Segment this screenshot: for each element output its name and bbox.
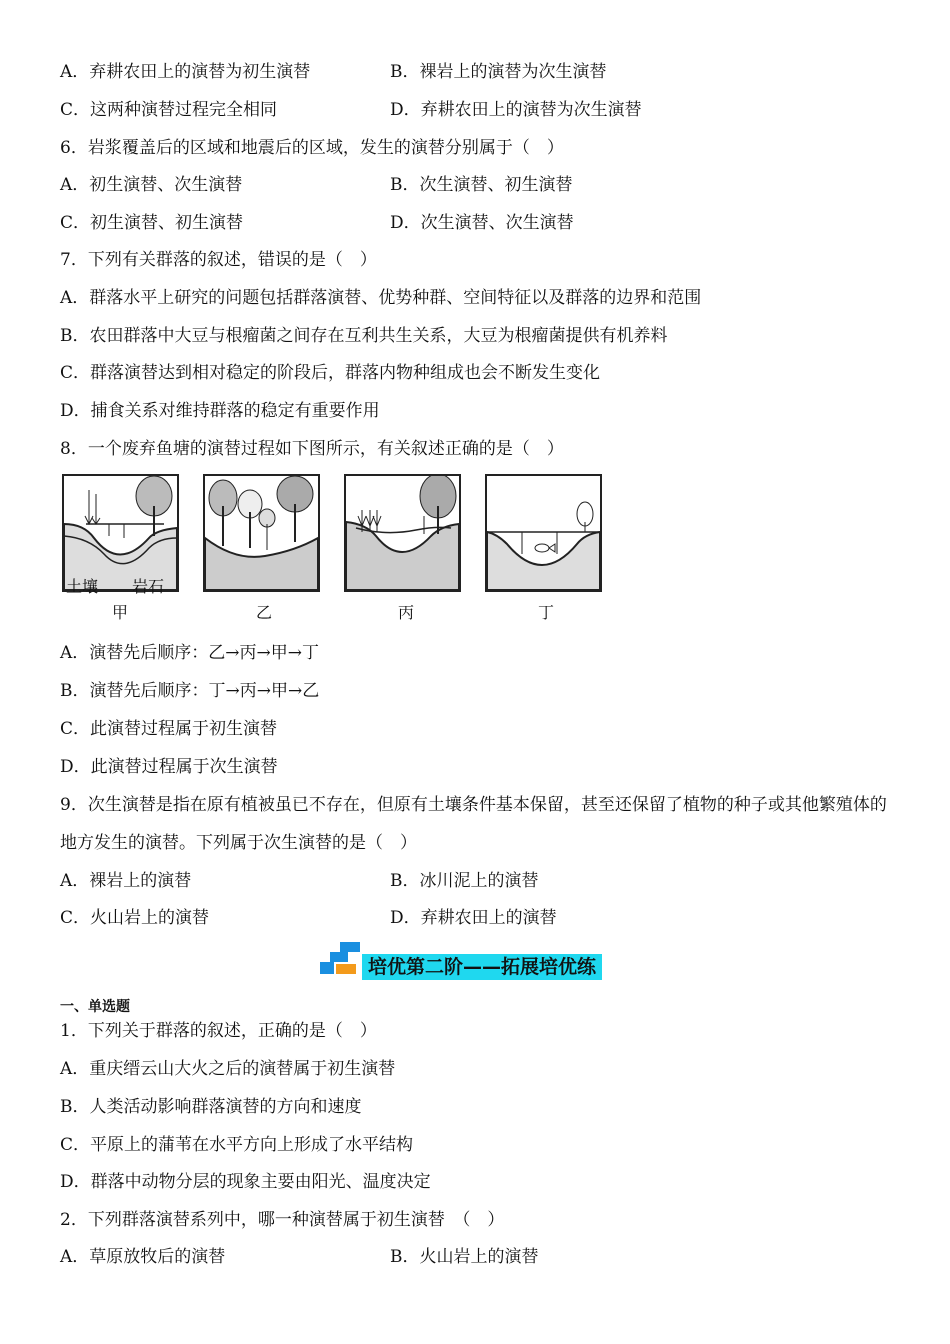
- rock-label: 岩石: [132, 577, 165, 596]
- q6-option-b: B．次生演替、初生演替: [390, 175, 573, 195]
- option-b: B．裸岩上的演替为次生演替: [390, 62, 607, 82]
- caption-yi: 乙: [256, 603, 273, 622]
- s1-option-a: A．重庆缙云山大火之后的演替属于初生演替: [60, 1059, 396, 1079]
- q9-option-b: B．冰川泥上的演替: [390, 871, 539, 891]
- question-7: 7．下列有关群落的叙述，错误的是（ ）: [60, 250, 377, 270]
- s1-option-c: C．平原上的蒲苇在水平方向上形成了水平结构: [60, 1135, 414, 1155]
- banner-icon-square: [330, 952, 348, 962]
- q8-option-d: D．此演替过程属于次生演替: [60, 757, 278, 777]
- q7-option-d: D．捕食关系对维持群落的稳定有重要作用: [60, 401, 380, 421]
- q6-option-a: A．初生演替、次生演替: [60, 175, 243, 195]
- caption-jia: 甲: [112, 603, 129, 622]
- q8-option-a: A．演替先后顺序：乙→丙→甲→丁: [60, 643, 320, 663]
- caption-bing: 丙: [398, 603, 415, 622]
- banner-icon-square: [320, 962, 334, 974]
- q8-option-c: C．此演替过程属于初生演替: [60, 719, 278, 739]
- q7-option-c: C．群落演替达到相对稳定的阶段后，群落内物种组成也会不断发生变化: [60, 363, 601, 383]
- option-d: D．弃耕农田上的演替为次生演替: [390, 100, 642, 120]
- panel-yi: [203, 474, 320, 592]
- s-question-2: 2．下列群落演替系列中，哪一种演替属于初生演替 （ ）: [60, 1210, 505, 1230]
- panel-bing: [344, 474, 461, 592]
- s2-option-a: A．草原放牧后的演替: [60, 1247, 226, 1267]
- banner-icon-square: [336, 964, 356, 974]
- section-heading: 一、单选题: [60, 999, 130, 1015]
- soil-label: 土壤: [66, 577, 99, 596]
- s1-option-d: D．群落中动物分层的现象主要由阳光、温度决定: [60, 1172, 431, 1192]
- q7-option-b: B．农田群落中大豆与根瘤菌之间存在互利共生关系，大豆为根瘤菌提供有机养料: [60, 326, 668, 346]
- panel-ding: [485, 474, 602, 592]
- q9-option-d: D．弃耕农田上的演替: [390, 908, 557, 928]
- option-a: A．弃耕农田上的演替为初生演替: [60, 62, 311, 82]
- q9-option-c: C．火山岩上的演替: [60, 908, 210, 928]
- banner-icon-square: [340, 942, 360, 952]
- caption-ding: 丁: [538, 603, 555, 622]
- question-6: 6．岩浆覆盖后的区域和地震后的区域，发生的演替分别属于（ ）: [60, 138, 564, 158]
- q7-option-a: A．群落水平上研究的问题包括群落演替、优势种群、空间特征以及群落的边界和范围: [60, 288, 702, 308]
- question-8: 8．一个废弃鱼塘的演替过程如下图所示，有关叙述正确的是（ ）: [60, 439, 564, 459]
- q9-option-a: A．裸岩上的演替: [60, 871, 192, 891]
- s2-option-b: B．火山岩上的演替: [390, 1247, 539, 1267]
- s1-option-b: B．人类活动影响群落演替的方向和速度: [60, 1097, 362, 1117]
- s-question-1: 1．下列关于群落的叙述，正确的是（ ）: [60, 1021, 377, 1041]
- q8-option-b: B．演替先后顺序：丁→丙→甲→乙: [60, 681, 320, 701]
- option-c: C．这两种演替过程完全相同: [60, 100, 278, 120]
- question-9: 9．次生演替是指在原有植被虽已不存在，但原有土壤条件基本保留，甚至还保留了植物的种子或其他繁殖体的地方发生的演替。下列属于次生演替的是（ ）: [60, 795, 887, 853]
- pond-succession-figure: [58, 474, 618, 624]
- banner-title: 培优第二阶——拓展培优练: [362, 954, 602, 980]
- q6-option-c: C．初生演替、初生演替: [60, 213, 244, 233]
- q6-option-d: D．次生演替、次生演替: [390, 213, 574, 233]
